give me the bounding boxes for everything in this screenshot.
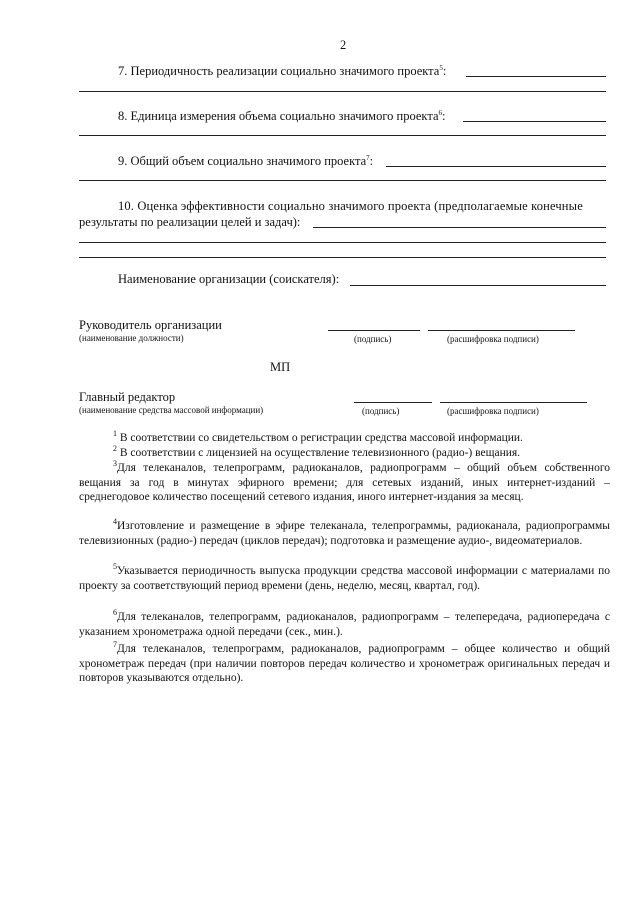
item-10-label-line1: 10. Оценка эффективности социально значимого проекта (предполагаемые конечные <box>118 199 583 213</box>
editor-title: Главный редактор <box>79 390 176 404</box>
footnote-4-text: Изготовление и размещение в эфире телеканала, телепрограммы, радиоканала, радиопрограммы телевизионных (радио-) передач (циклов передач); подготовка и размещение аудио-, видеоматериалов. <box>79 520 610 547</box>
item-7-text: 7. Периодичность реализации социально значимого проекта <box>118 64 440 78</box>
head-decode-caption: (расшифровка подписи) <box>447 334 539 344</box>
item-7-colon: : <box>442 64 447 78</box>
page-number: 2 <box>340 38 347 52</box>
footnote-7 <box>79 642 610 686</box>
org-name-field[interactable] <box>350 285 606 286</box>
editor-signature-caption: (подпись) <box>362 406 400 416</box>
item-9-text: 9. Общий объем социально значимого проекта <box>118 154 367 168</box>
footnote-4-number: 4 <box>113 517 117 527</box>
item-7-field-line2[interactable] <box>79 91 606 92</box>
head-decode-field[interactable] <box>428 330 575 331</box>
footnote-6-number: 6 <box>113 608 117 618</box>
head-signature-caption: (подпись) <box>354 334 392 344</box>
item-10-field-line3[interactable] <box>79 257 606 258</box>
item-8-footnote-ref: 6 <box>438 108 442 117</box>
footnote-6 <box>79 610 610 639</box>
item-7-footnote-ref: 5 <box>439 63 443 72</box>
item-9-colon: : <box>369 154 374 168</box>
item-9-label <box>118 154 373 169</box>
footnote-1-number: 1 <box>113 429 117 439</box>
head-title: Руководитель организации <box>79 318 222 332</box>
footnote-1 <box>79 431 610 446</box>
footnote-7-text: Для телеканалов, телепрограмм, радиоканалов, радиопрограмм – общее количество и общий хронометраж передач (при наличии повторов передач количество и хронометраж оригинальных передач и повторов указываются отдельно). <box>79 643 610 684</box>
item-10-field[interactable] <box>313 227 606 228</box>
footnote-2-number: 2 <box>113 444 117 454</box>
footnote-5 <box>79 564 610 593</box>
footnote-3-text: Для телеканалов, телепрограмм, радиоканалов, радиопрограмм – общий объем собственного вещания за год в минутах эфирного времени; для сетевых изданий, иных интернет-изданий – среднегодовое количество посещений сетевого издания, иного интернет-издания за месяц. <box>79 462 610 503</box>
footnote-6-text: Для телеканалов, телепрограмм, радиоканалов, радиопрограмм – телепередача, радиопередача с указанием хронометража одной передачи (сек., мин.). <box>79 611 610 638</box>
footnote-1-text: В соответствии со свидетельством о регистрации средства массовой информации. <box>119 432 523 444</box>
editor-media-caption: (наименование средства массовой информации) <box>79 405 264 415</box>
item-8-field[interactable] <box>463 121 606 122</box>
item-8-field-line2[interactable] <box>79 135 606 136</box>
org-name-label: Наименование организации (соискателя): <box>118 272 340 286</box>
item-10-field-line2[interactable] <box>79 242 606 243</box>
item-7-field[interactable] <box>466 76 606 77</box>
item-8-text: 8. Единица измерения объема социально значимого проекта <box>118 109 439 123</box>
stamp-label: МП <box>270 360 291 374</box>
footnote-3-number: 3 <box>113 459 117 469</box>
footnote-3 <box>79 461 610 505</box>
footnote-4 <box>79 519 610 548</box>
item-7-label <box>118 64 446 79</box>
footnote-5-text: Указывается периодичность выпуска продукции средства массовой информации с материалами по проекту за соответствующий период времени (день, неделю, месяц, квартал, год). <box>79 565 610 592</box>
item-9-field[interactable] <box>386 166 606 167</box>
editor-decode-field[interactable] <box>440 402 587 403</box>
item-8-colon: : <box>442 109 446 123</box>
footnote-2-text: В соответствии с лицензией на осуществление телевизионного (радио-) вещания. <box>119 447 521 459</box>
item-9-field-line2[interactable] <box>79 180 606 181</box>
item-8-label <box>118 109 445 124</box>
footnote-2 <box>79 446 610 461</box>
footnote-5-number: 5 <box>113 562 117 572</box>
head-signature-field[interactable] <box>328 330 420 331</box>
item-9-footnote-ref: 7 <box>366 153 370 162</box>
editor-decode-caption: (расшифровка подписи) <box>447 406 539 416</box>
head-position-caption: (наименование должности) <box>79 333 184 343</box>
item-10-label-line2: результаты по реализации целей и задач): <box>79 215 301 229</box>
footnote-7-number: 7 <box>113 640 117 650</box>
editor-signature-field[interactable] <box>354 402 432 403</box>
